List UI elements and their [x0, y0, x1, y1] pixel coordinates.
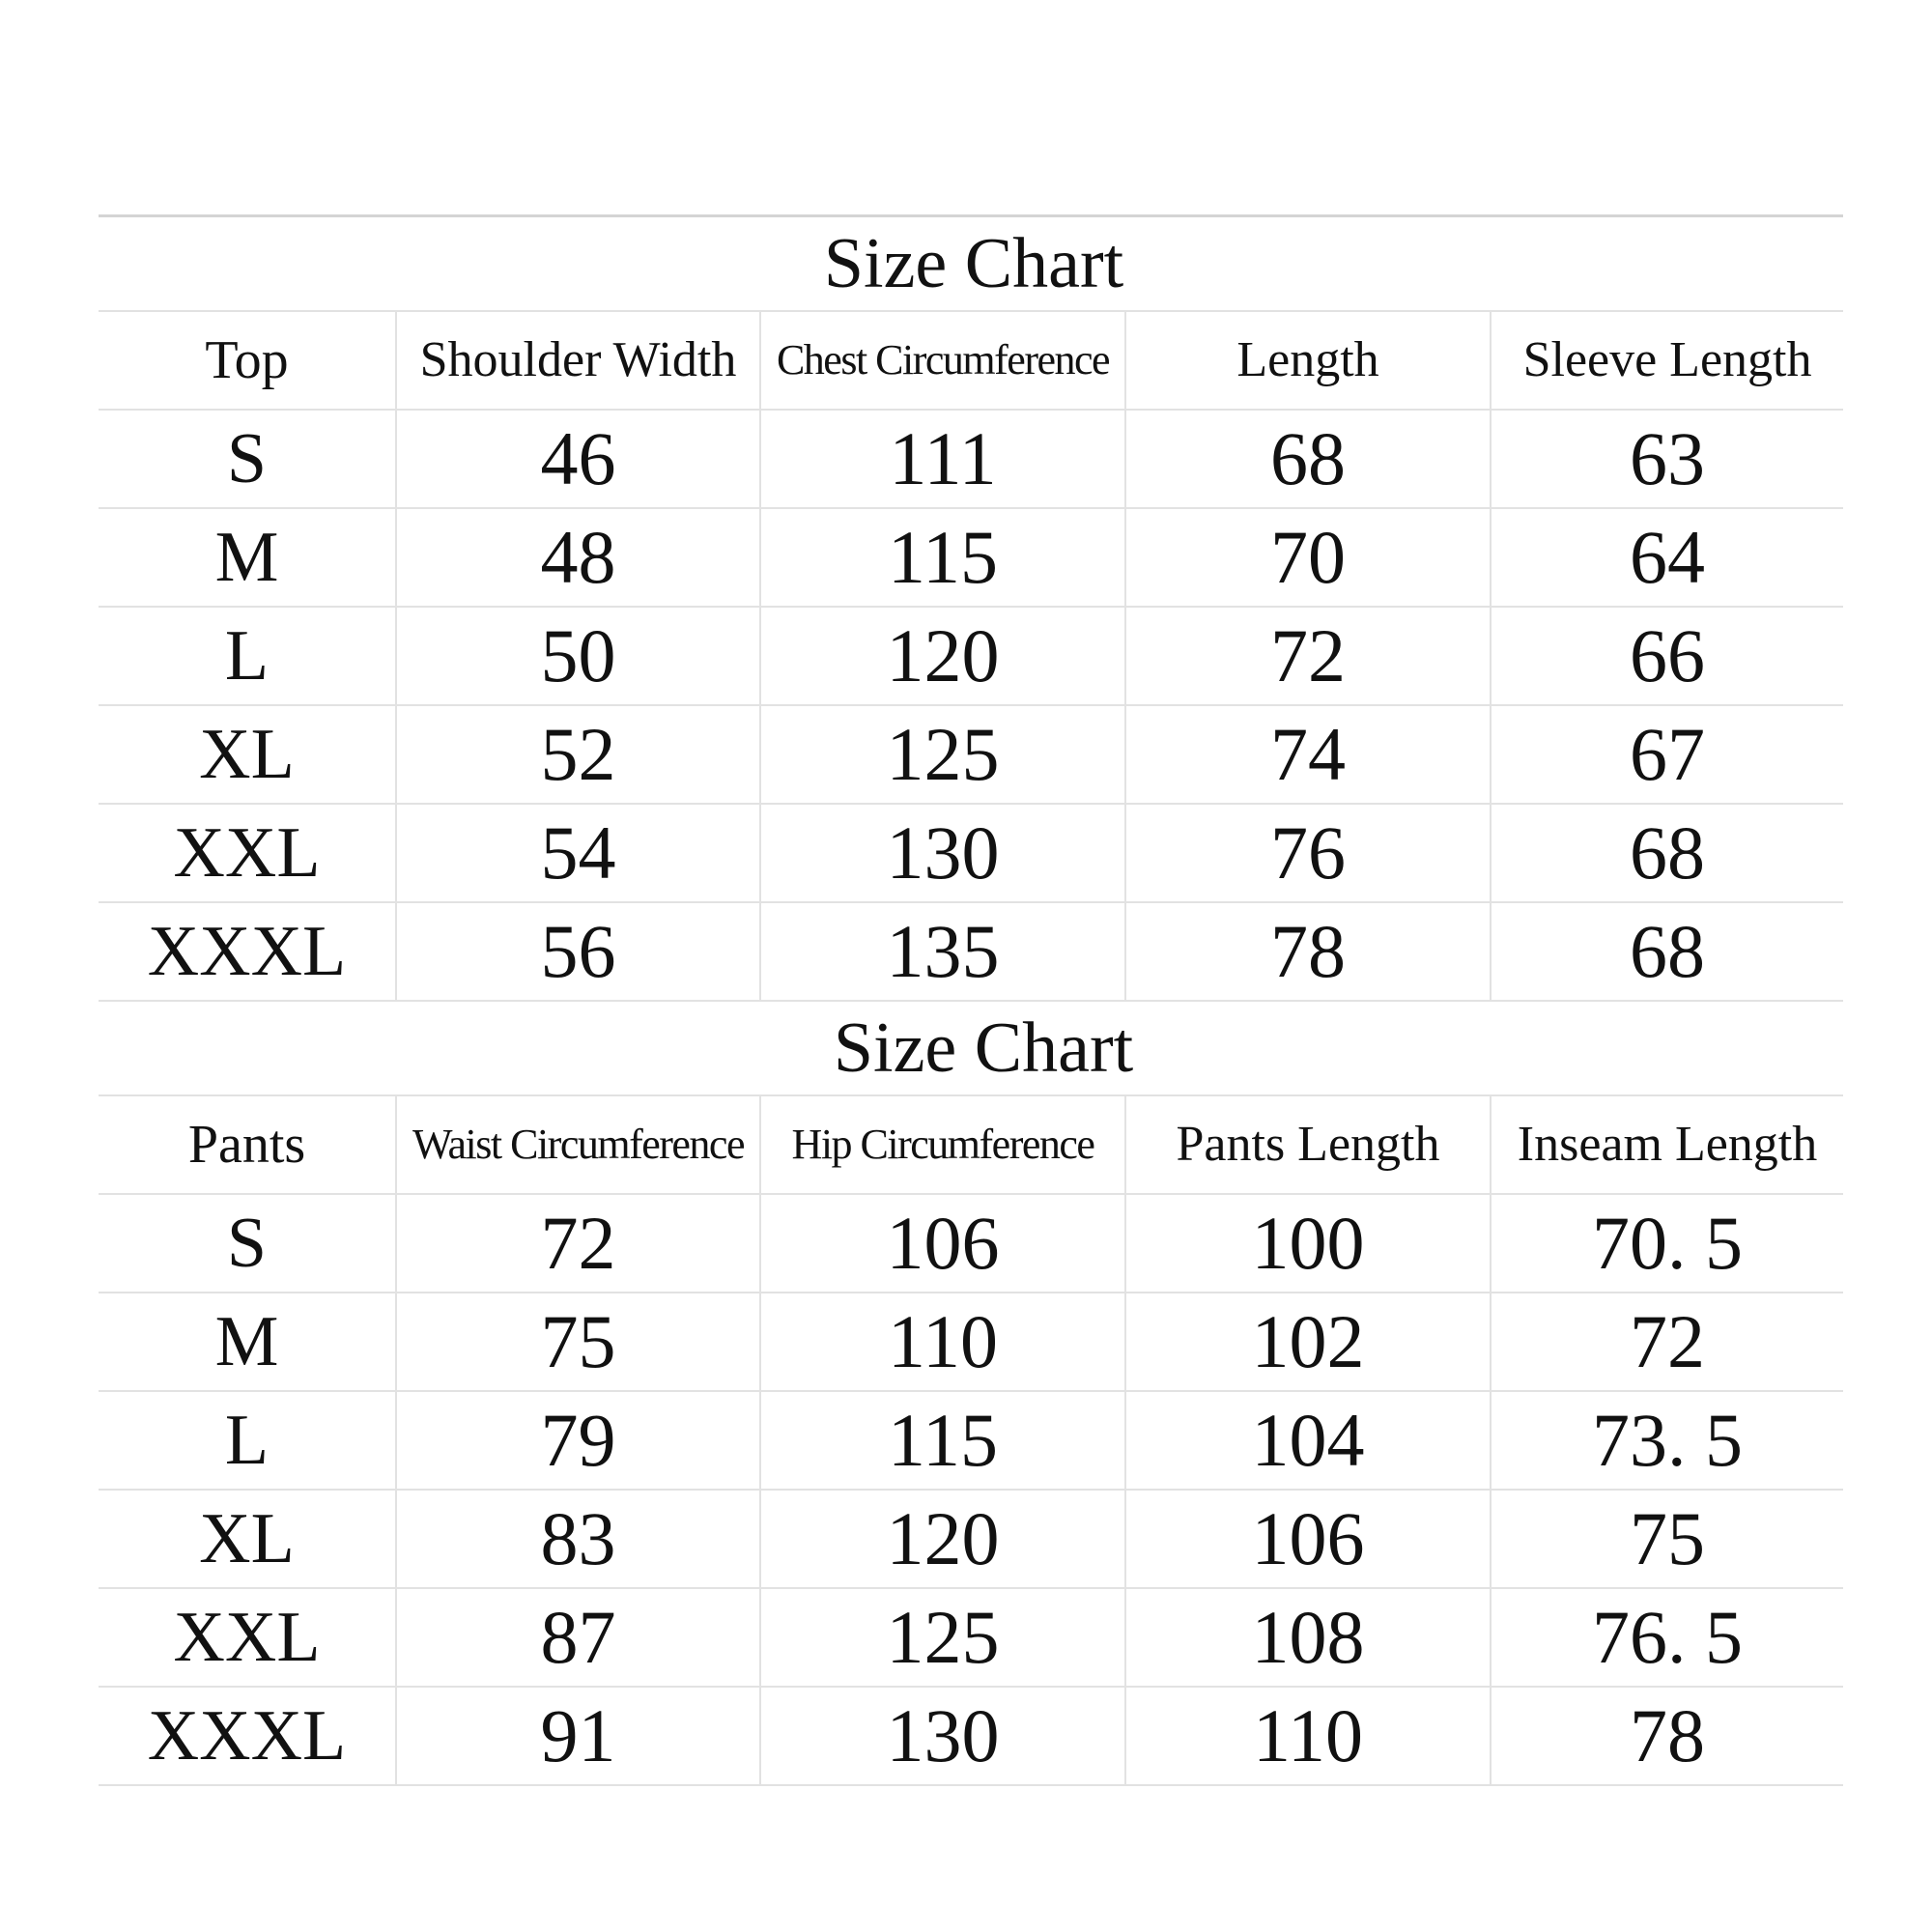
- inseam-length-cell: 75: [1491, 1490, 1843, 1588]
- column-header-length: Length: [1125, 311, 1491, 410]
- shoulder-width-cell: 54: [396, 804, 760, 902]
- table-row: [99, 1490, 1843, 1588]
- chest-circumference-cell: 120: [760, 607, 1125, 705]
- length-cell: 72: [1125, 607, 1491, 705]
- column-header-pants-length: Pants Length: [1125, 1095, 1491, 1194]
- table-row: [99, 508, 1843, 607]
- pants-length-cell: 106: [1125, 1490, 1491, 1588]
- length-cell: 78: [1125, 902, 1491, 1001]
- size-cell: XL: [99, 1490, 396, 1588]
- table-row: [99, 607, 1843, 705]
- top-title-text: Size Chart: [823, 224, 1124, 303]
- column-header-chest-circumference: Chest Circumference: [760, 311, 1125, 410]
- chest-circumference-cell: 115: [760, 508, 1125, 607]
- column-header-pants: Pants: [99, 1095, 396, 1194]
- waist-circumference-cell: 83: [396, 1490, 760, 1588]
- length-cell: 76: [1125, 804, 1491, 902]
- sleeve-length-cell: 68: [1491, 902, 1843, 1001]
- hip-circumference-cell: 130: [760, 1687, 1125, 1785]
- table-row: [99, 705, 1843, 804]
- hip-circumference-cell: 120: [760, 1490, 1125, 1588]
- waist-circumference-cell: 75: [396, 1293, 760, 1391]
- pants-title-text: Size Chart: [833, 1009, 1134, 1088]
- size-cell: S: [99, 1194, 396, 1293]
- pants-length-cell: 100: [1125, 1194, 1491, 1293]
- table-row: [99, 1194, 1843, 1293]
- shoulder-width-cell: 48: [396, 508, 760, 607]
- column-header-sleeve-length: Sleeve Length: [1491, 311, 1843, 410]
- size-chart-sheet: [99, 214, 1843, 1786]
- sleeve-length-cell: 67: [1491, 705, 1843, 804]
- sleeve-length-cell: 64: [1491, 508, 1843, 607]
- table-row: [99, 902, 1843, 1001]
- pants-title-row: [99, 1001, 1843, 1095]
- pants-length-cell: 108: [1125, 1588, 1491, 1687]
- top-size-chart-title: [99, 216, 1843, 312]
- column-header-waist-circumference: Waist Circumference: [396, 1095, 760, 1194]
- chest-circumference-cell: 130: [760, 804, 1125, 902]
- pants-size-chart-title: [99, 1001, 1843, 1095]
- waist-circumference-cell: 72: [396, 1194, 760, 1293]
- column-header-shoulder-width: Shoulder Width: [396, 311, 760, 410]
- sleeve-length-cell: 66: [1491, 607, 1843, 705]
- size-cell: L: [99, 1391, 396, 1490]
- shoulder-width-cell: 56: [396, 902, 760, 1001]
- length-cell: 70: [1125, 508, 1491, 607]
- inseam-length-cell: 72: [1491, 1293, 1843, 1391]
- chest-circumference-cell: 111: [760, 410, 1125, 508]
- table-row: [99, 1687, 1843, 1785]
- size-cell: XXXL: [99, 902, 396, 1001]
- table-row: [99, 1293, 1843, 1391]
- column-header-inseam-length: Inseam Length: [1491, 1095, 1843, 1194]
- top-header-row: [99, 311, 1843, 410]
- hip-circumference-cell: 125: [760, 1588, 1125, 1687]
- size-cell: XL: [99, 705, 396, 804]
- hip-circumference-cell: 110: [760, 1293, 1125, 1391]
- shoulder-width-cell: 50: [396, 607, 760, 705]
- pants-header-row: [99, 1095, 1843, 1194]
- inseam-length-cell: 70. 5: [1491, 1194, 1843, 1293]
- waist-circumference-cell: 79: [396, 1391, 760, 1490]
- length-cell: 74: [1125, 705, 1491, 804]
- size-cell: M: [99, 1293, 396, 1391]
- inseam-length-cell: 76. 5: [1491, 1588, 1843, 1687]
- length-cell: 68: [1125, 410, 1491, 508]
- size-cell: XXL: [99, 1588, 396, 1687]
- table-row: [99, 1588, 1843, 1687]
- size-cell: XXL: [99, 804, 396, 902]
- column-header-hip-circumference: Hip Circumference: [760, 1095, 1125, 1194]
- chest-circumference-cell: 135: [760, 902, 1125, 1001]
- sleeve-length-cell: 68: [1491, 804, 1843, 902]
- size-cell: XXXL: [99, 1687, 396, 1785]
- pants-length-cell: 104: [1125, 1391, 1491, 1490]
- size-chart-table: [99, 214, 1843, 1786]
- size-cell: S: [99, 410, 396, 508]
- pants-length-cell: 110: [1125, 1687, 1491, 1785]
- size-cell: L: [99, 607, 396, 705]
- waist-circumference-cell: 91: [396, 1687, 760, 1785]
- shoulder-width-cell: 52: [396, 705, 760, 804]
- sleeve-length-cell: 63: [1491, 410, 1843, 508]
- shoulder-width-cell: 46: [396, 410, 760, 508]
- size-cell: M: [99, 508, 396, 607]
- inseam-length-cell: 73. 5: [1491, 1391, 1843, 1490]
- table-row: [99, 410, 1843, 508]
- hip-circumference-cell: 106: [760, 1194, 1125, 1293]
- inseam-length-cell: 78: [1491, 1687, 1843, 1785]
- chest-circumference-cell: 125: [760, 705, 1125, 804]
- pants-length-cell: 102: [1125, 1293, 1491, 1391]
- column-header-top: Top: [99, 311, 396, 410]
- top-title-row: [99, 216, 1843, 312]
- table-row: [99, 804, 1843, 902]
- waist-circumference-cell: 87: [396, 1588, 760, 1687]
- table-row: [99, 1391, 1843, 1490]
- hip-circumference-cell: 115: [760, 1391, 1125, 1490]
